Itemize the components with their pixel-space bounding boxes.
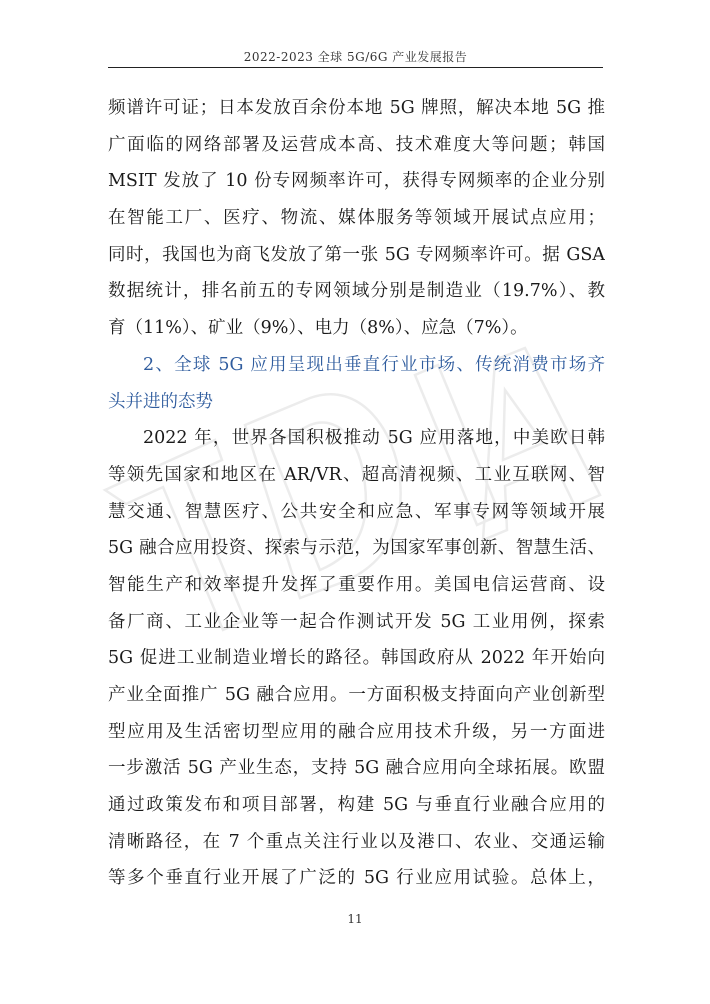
text-line: 产业全面推广 5G 融合应用。一方面积极支持面向产业创新型	[108, 685, 605, 705]
text-line: 广面临的网络部署及运营成本高、技术难度大等问题；韩国	[108, 134, 605, 155]
text-line: 清晰路径，在 7 个重点关注行业以及港口、农业、交通运输	[108, 831, 605, 852]
text-line: 育（11%）、矿业（9%）、电力（8%）、应急（7%）。	[108, 318, 528, 339]
text-line: 数据统计，排名前五的专网领域分别是制造业（19.7%）、教	[108, 281, 605, 302]
text-line: 一步激活 5G 产业生态，支持 5G 融合应用向全球拓展。欧盟	[108, 758, 605, 779]
running-header: 2022-2023 全球 5G/6G 产业发展报告	[243, 50, 468, 64]
text-line: 慧交通、智慧医疗、公共安全和应急、军事专网等领域开展	[108, 501, 605, 522]
text-line: 智能生产和效率提升发挥了重要作用。美国电信运营商、设	[108, 574, 605, 595]
text-line: 在智能工厂、医疗、物流、媒体服务等领域开展试点应用；	[108, 208, 605, 229]
text-line: 型应用及生活密切型应用的融合应用技术升级，另一方面进	[108, 721, 605, 742]
text-line: 频谱许可证；日本发放百余份本地 5G 牌照，解决本地 5G 推	[108, 98, 605, 118]
text-line: 备厂商、工业企业等一起合作测试开发 5G 工业用例，探索	[108, 611, 605, 632]
body-text	[108, 90, 605, 897]
header-divider	[108, 67, 603, 68]
text-line: 等多个垂直行业开展了广泛的 5G 行业应用试验。总体上，	[108, 868, 605, 889]
text-line: 通过政策发布和项目部署，构建 5G 与垂直行业融合应用的	[108, 795, 605, 816]
section-heading: 2、全球 5G 应用呈现出垂直行业市场、传统消费市场齐	[143, 354, 605, 375]
page-number: 11	[347, 912, 363, 926]
text-line: 同时，我国也为商飞发放了第一张 5G 专网频率许可。据 GSA	[108, 244, 605, 265]
section-heading: 头并进的态势	[108, 391, 213, 412]
text-line: 5G 融合应用投资、探索与示范，为国家军事创新、智慧生活、	[108, 538, 605, 559]
text-line: MSIT 发放了 10 份专网频率许可，获得专网频率的企业分别	[108, 171, 605, 192]
text-line: 5G 促进工业制造业增长的路径。韩国政府从 2022 年开始向	[108, 648, 605, 669]
text-line: 2022 年，世界各国积极推动 5G 应用落地，中美欧日韩	[143, 428, 605, 449]
text-line: 等领先国家和地区在 AR/VR、超高清视频、工业互联网、智	[108, 464, 605, 485]
